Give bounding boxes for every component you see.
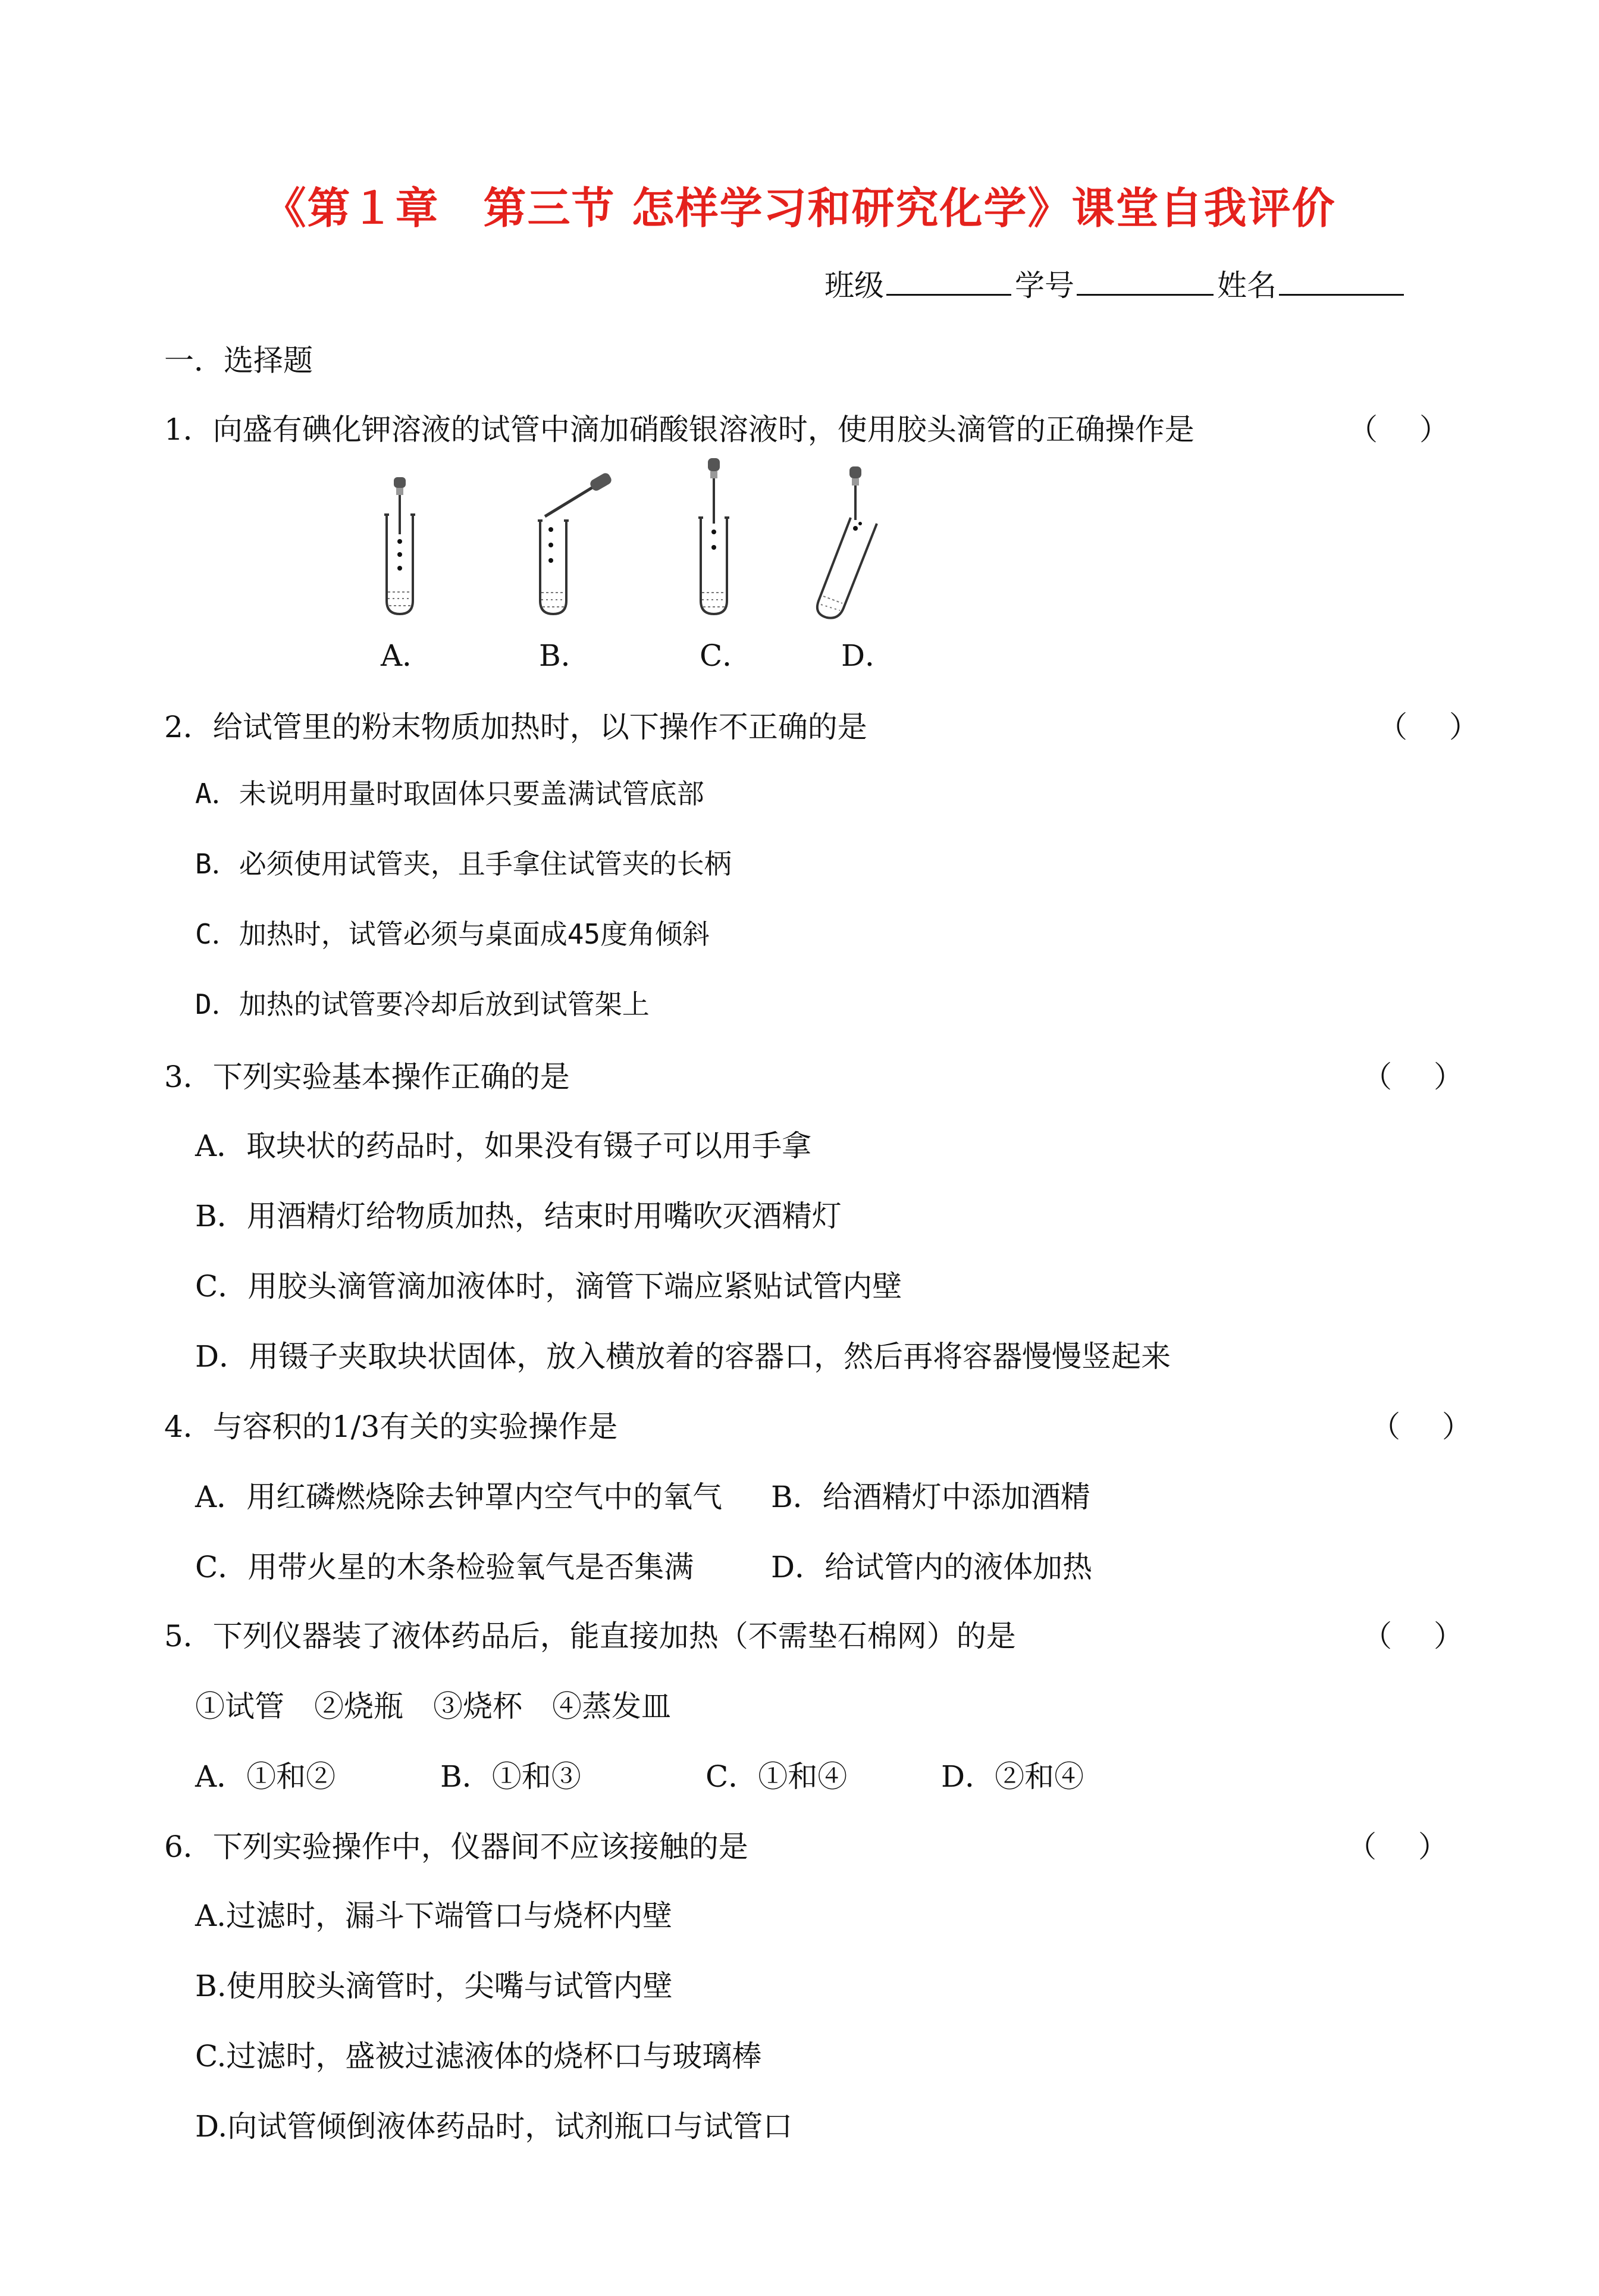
student-info bbox=[824, 262, 1407, 305]
name-blank[interactable] bbox=[1279, 268, 1404, 296]
figure-c-tube bbox=[698, 458, 729, 614]
figure-label-a: A． bbox=[381, 638, 432, 673]
question-6-option-b[interactable]: B.使用胶头滴管时，尖嘴与试管内壁 bbox=[195, 1969, 673, 2003]
question-5-stem: 5．下列仪器装了液体药品后，能直接加热（不需垫石棉网）的是 bbox=[164, 1619, 1016, 1653]
class-label: 班级 bbox=[824, 268, 884, 303]
question-2-option-a[interactable]: A．未说明用量时取固体只要盖满试管底部 bbox=[195, 778, 704, 810]
question-5-items: ①试管 ②烧瓶 ③烧杯 ④蒸发皿 bbox=[195, 1689, 671, 1724]
question-5-option-c[interactable]: C．①和④ bbox=[706, 1759, 848, 1794]
figure-label-b: B． bbox=[539, 638, 591, 673]
question-3-stem: 3．下列实验基本操作正确的是 bbox=[164, 1060, 570, 1094]
dropper-figure bbox=[357, 458, 904, 625]
question-5-option-b[interactable]: B．①和③ bbox=[440, 1759, 581, 1794]
question-1-answer-paren[interactable]: （ ） bbox=[1348, 412, 1449, 447]
question-3-option-a[interactable]: A．取块状的药品时，如果没有镊子可以用手拿 bbox=[195, 1129, 812, 1163]
figure-label-c: C． bbox=[700, 638, 753, 673]
question-5-option-a[interactable]: A．①和② bbox=[195, 1759, 336, 1794]
question-2-option-d[interactable]: D．加热的试管要冷却后放到试管架上 bbox=[195, 988, 650, 1020]
figure-a-tube bbox=[384, 477, 415, 614]
question-6-stem: 6．下列实验操作中，仪器间不应该接触的是 bbox=[164, 1830, 748, 1864]
figure-d-tube bbox=[817, 466, 877, 618]
question-3-answer-paren[interactable]: （ ） bbox=[1362, 1060, 1463, 1094]
name-label: 姓名 bbox=[1217, 268, 1277, 303]
number-label: 学号 bbox=[1015, 268, 1074, 303]
question-4-option-a[interactable]: A．用红磷燃烧除去钟罩内空气中的氧气 bbox=[195, 1480, 723, 1514]
question-2-option-c[interactable]: C．加热时，试管必须与桌面成45度角倾斜 bbox=[195, 918, 710, 950]
question-4-option-d[interactable]: D．给试管内的液体加热 bbox=[771, 1550, 1093, 1584]
question-5-option-d[interactable]: D．②和④ bbox=[941, 1759, 1084, 1794]
question-6-option-d[interactable]: D.向试管倾倒液体药品时，试剂瓶口与试管口 bbox=[195, 2109, 793, 2144]
number-blank[interactable] bbox=[1077, 268, 1214, 296]
question-6-answer-paren[interactable]: （ ） bbox=[1347, 1830, 1448, 1864]
figure-b-tube bbox=[538, 471, 613, 614]
question-3-option-b[interactable]: B．用酒精灯给物质加热，结束时用嘴吹灭酒精灯 bbox=[195, 1199, 842, 1233]
question-1-stem: 1．向盛有碘化钾溶液的试管中滴加硝酸银溶液时，使用胶头滴管的正确操作是 bbox=[164, 412, 1194, 447]
question-2-stem: 2．给试管里的粉末物质加热时，以下操作不正确的是 bbox=[164, 710, 867, 744]
figure-label-d: D． bbox=[841, 638, 895, 673]
question-4-stem: 4．与容积的1/3有关的实验操作是 bbox=[164, 1409, 618, 1444]
question-5-answer-paren[interactable]: （ ） bbox=[1362, 1619, 1463, 1653]
question-2-option-b[interactable]: B．必须使用试管夹，且手拿住试管夹的长柄 bbox=[195, 848, 732, 880]
section-heading: 一．选择题 bbox=[164, 343, 313, 378]
question-2-answer-paren[interactable]: （ ） bbox=[1378, 710, 1479, 744]
question-6-option-c[interactable]: C.过滤时，盛被过滤液体的烧杯口与玻璃棒 bbox=[195, 2039, 762, 2073]
question-4-option-b[interactable]: B．给酒精灯中添加酒精 bbox=[771, 1480, 1090, 1514]
question-3-option-c[interactable]: C．用胶头滴管滴加液体时，滴管下端应紧贴试管内壁 bbox=[195, 1269, 902, 1304]
question-4-answer-paren[interactable]: （ ） bbox=[1371, 1409, 1472, 1444]
question-3-option-d[interactable]: D．用镊子夹取块状固体，放入横放着的容器口，然后再将容器慢慢竖起来 bbox=[195, 1339, 1171, 1374]
question-6-option-a[interactable]: A.过滤时，漏斗下端管口与烧杯内壁 bbox=[195, 1899, 673, 1933]
class-blank[interactable] bbox=[886, 268, 1011, 296]
question-4-option-c[interactable]: C．用带火星的木条检验氧气是否集满 bbox=[195, 1550, 694, 1584]
page-title: 《第１章 第三节 怎样学习和研究化学》课堂自我评价 bbox=[263, 183, 1336, 233]
